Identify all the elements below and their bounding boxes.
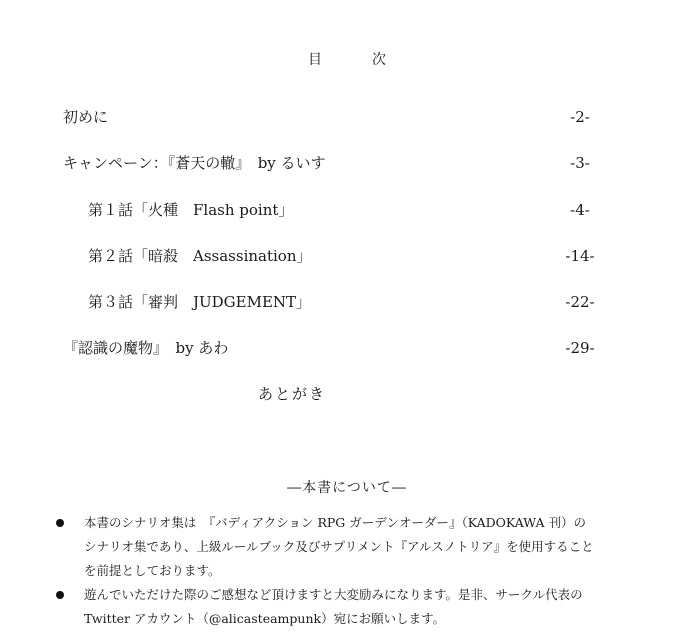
toc-entry-page: -3- (570, 154, 590, 172)
note-line: シナリオ集であり、上級ルールブック及びサプリメント『アルスノトリア』を使用すること (84, 539, 594, 554)
toc-entry-page: -4- (570, 201, 590, 219)
note-line: 遊んでいただけた際のご感想など頂けますと大変励みになります。是非、サークル代表の (84, 587, 583, 602)
toc-entry-episode-2 (0, 245, 694, 267)
toc-entry-introduction (0, 106, 694, 128)
toc-title: 目 次 (308, 52, 404, 68)
toc-entry-episode-1 (0, 199, 694, 221)
note-line: Twitter アカウント（@alicasteampunk）宛にお願いします。 (84, 611, 446, 626)
toc-entry-label: 初めに (63, 108, 109, 126)
toc-entry-recognition-monster (0, 337, 694, 359)
toc-entry-campaign (0, 152, 694, 174)
note-line: を前提としております。 (84, 563, 221, 578)
toc-entry-episode-3 (0, 291, 694, 313)
note-line: 本書のシナリオ集は 『バディアクション RPG ガーデンオーダー』（KADOKAWA 刊）の (84, 515, 586, 530)
toc-entry-page: -2- (570, 108, 590, 126)
note-item (56, 583, 646, 631)
note-item (56, 511, 646, 583)
toc-entry-label: キャンペーン：『蒼天の轍』 by るいす (63, 154, 326, 172)
bullet-icon (56, 591, 64, 599)
toc-entry-label: 『認識の魔物』 by あわ (63, 339, 229, 357)
toc-entry-label: 第３話「審判 JUDGEMENT」 (88, 293, 312, 311)
toc-entry-page: -14- (565, 247, 595, 265)
bullet-icon (56, 519, 64, 527)
toc-entry-label: 第２話「暗殺 Assassination」 (88, 247, 312, 265)
toc-entry-page: -22- (565, 293, 595, 311)
toc-entry-label: 第１話「火種 Flash point」 (88, 201, 294, 219)
notes-list (56, 511, 646, 631)
about-heading: ―本書について― (287, 480, 407, 496)
toc-entry-page: -29- (565, 339, 595, 357)
toc-entry-afterword: あとがき (258, 385, 327, 403)
